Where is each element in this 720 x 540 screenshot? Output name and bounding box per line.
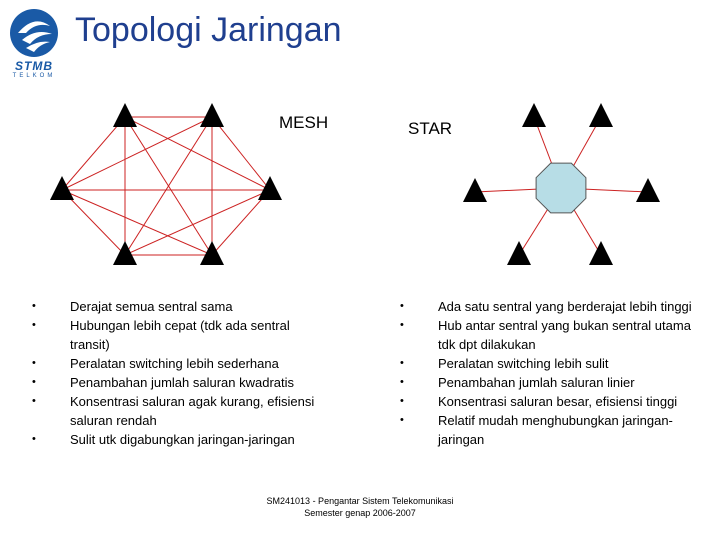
list-item: • Penambahan jumlah saluran linier: [400, 373, 700, 392]
star-node: [522, 103, 546, 127]
star-characteristics-list: [400, 297, 700, 449]
star-node: [463, 178, 487, 202]
list-item: • Konsentrasi saluran agak kurang, efisiensi saluran rendah: [32, 392, 332, 430]
list-item: • Konsentrasi saluran besar, efisiensi tinggi: [400, 392, 700, 411]
list-item: • Relatif mudah menghubungkan jaringan-jaringan: [400, 411, 700, 449]
mesh-link: [62, 117, 125, 190]
mesh-link: [212, 117, 270, 190]
footer: [0, 495, 720, 519]
mesh-node: [200, 103, 224, 127]
logo-text: STMB: [15, 59, 53, 73]
footer-semester: Semester genap 2006-2007: [304, 508, 416, 518]
mesh-node: [113, 103, 137, 127]
list-item: • Ada satu sentral yang berderajat lebih tinggi: [400, 297, 700, 316]
mesh-label: MESH: [279, 113, 329, 132]
star-node: [636, 178, 660, 202]
list-item: • Hub antar sentral yang bukan sentral utama tdk dpt dilakukan: [400, 316, 700, 354]
slide-title: Topologi Jaringan: [75, 11, 342, 49]
mesh-node: [113, 241, 137, 265]
footer-course: SM241013 - Pengantar Sistem Telekomunikasi: [266, 496, 454, 506]
mesh-characteristics-list: [32, 297, 332, 449]
star-hub: [536, 163, 586, 213]
star-label: STAR: [408, 119, 453, 138]
mesh-links: [62, 117, 270, 255]
mesh-link: [125, 117, 270, 190]
star-node: [589, 103, 613, 127]
list-item: • Hubungan lebih cepat (tdk ada sentral transit): [32, 316, 332, 354]
mesh-link: [125, 190, 270, 255]
list-item: • Penambahan jumlah saluran kwadratis: [32, 373, 332, 392]
star-node: [507, 241, 531, 265]
mesh-link: [62, 190, 212, 255]
list-item: • Sulit utk digabungkan jaringan-jaringan: [32, 430, 332, 449]
mesh-node: [200, 241, 224, 265]
list-item: • Peralatan switching lebih sulit: [400, 354, 700, 373]
list-item: • Derajat semua sentral sama: [32, 297, 332, 316]
star-node: [589, 241, 613, 265]
logo-subtext: TELKOM: [12, 73, 56, 79]
list-item: • Peralatan switching lebih sederhana: [32, 354, 332, 373]
